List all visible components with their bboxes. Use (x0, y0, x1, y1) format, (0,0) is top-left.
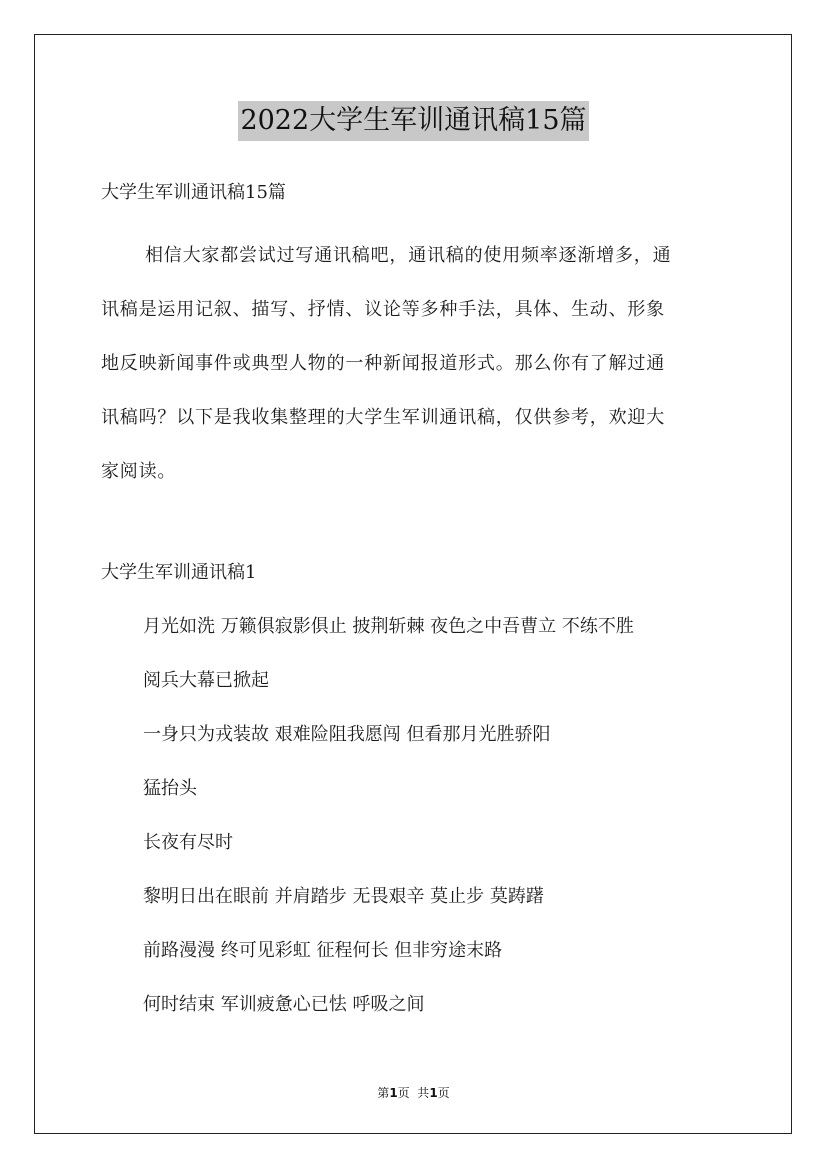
page-footer (0, 1084, 827, 1101)
poem-line: 长夜有尽时 (143, 832, 233, 853)
intro-line: 家阅读。 (101, 461, 177, 482)
poem-line: 阅兵大幕已掀起 (143, 670, 269, 691)
poem-line: 前路漫漫 终可见彩虹 征程何长 但非穷途末路 (143, 940, 503, 961)
intro-line: 讯稿是运用记叙、描写、抒情、议论等多种手法，具体、生动、形象 (101, 299, 665, 320)
footer-prefix: 第 (377, 1086, 390, 1100)
document-subtitle: 大学生军训通讯稿15篇 (101, 182, 286, 203)
poem-line: 何时结束 军训疲惫心已怯 呼吸之间 (143, 994, 425, 1015)
footer-total-pages: 1 (429, 1086, 438, 1100)
poem-body (143, 612, 634, 1044)
footer-mid: 页 共 (397, 1086, 430, 1100)
intro-line: 讯稿吗？以下是我收集整理的大学生军训通讯稿，仅供参考，欢迎大 (101, 407, 665, 428)
footer-page-number: 1 (389, 1086, 398, 1100)
document-title-container (0, 101, 827, 141)
intro-paragraph (101, 229, 727, 499)
poem-line: 一身只为戎装故 艰难险阻我愿闯 但看那月光胜骄阳 (143, 724, 551, 745)
document-title: 2022大学生军训通讯稿15篇 (238, 101, 588, 141)
poem-line: 月光如洗 万籁俱寂影俱止 披荆斩棘 夜色之中吾曹立 不练不胜 (143, 616, 634, 637)
section-heading: 大学生军训通讯稿1 (101, 562, 257, 583)
poem-line: 猛抬头 (143, 778, 197, 799)
intro-line: 相信大家都尝试过写通讯稿吧，通讯稿的使用频率逐渐增多，通 (145, 245, 672, 266)
footer-suffix: 页 (437, 1086, 450, 1100)
poem-line: 黎明日出在眼前 并肩踏步 无畏艰辛 莫止步 莫踌躇 (143, 886, 544, 907)
intro-line: 地反映新闻事件或典型人物的一种新闻报道形式。那么你有了解过通 (101, 353, 665, 374)
